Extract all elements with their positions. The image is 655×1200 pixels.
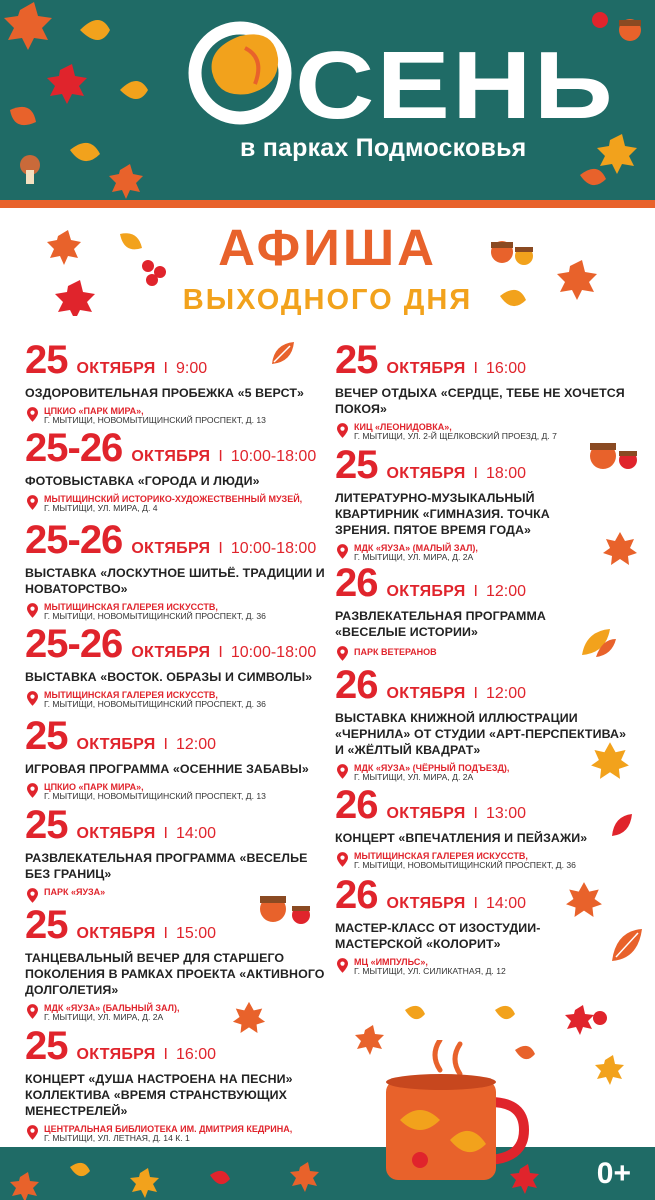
event-address: Г. МЫТИЩИ, НОВОМЫТИЩИНСКИЙ ПРОСПЕКТ, Д. 36 bbox=[44, 698, 266, 709]
maple-leaf-icon bbox=[590, 740, 630, 780]
location-pin-icon bbox=[27, 603, 38, 618]
rowan-leaf-left-icon bbox=[28, 226, 188, 316]
location-pin-icon bbox=[27, 888, 38, 903]
event-separator: I bbox=[218, 644, 223, 661]
event-title: РАЗВЛЕКАТЕЛЬНАЯ ПРОГРАММА «ВЕСЕЛЫЕ ИСТОРИИ» bbox=[335, 609, 546, 639]
event-day: 25 bbox=[25, 1024, 68, 1068]
event-title: ЛИТЕРАТУРНО-МУЗЫКАЛЬНЫЙ КВАРТИРНИК «ГИМНАЗИЯ. ТОЧКА ЗРЕНИЯ. ПЯТОЕ ВРЕМЯ ГОДА» bbox=[335, 491, 550, 537]
event-address: Г. МЫТИЩИ, НОВОМЫТИЩИНСКИЙ ПРОСПЕКТ, Д. 36 bbox=[44, 610, 266, 621]
location-pin-icon bbox=[337, 958, 348, 973]
event-right-5 bbox=[335, 785, 635, 871]
event-month: ОКТЯБРЯ bbox=[131, 540, 211, 557]
acorn-leaf-right-icon bbox=[480, 226, 650, 326]
event-separator: I bbox=[473, 360, 478, 377]
event-place: МДК «ЯУЗА» (ЧЁРНЫЙ ПОДЪЕЗД), bbox=[354, 762, 510, 773]
footer-band bbox=[0, 1147, 655, 1200]
event-day: 25 bbox=[335, 338, 378, 382]
event-address: Г. МЫТИЩИ, УЛ. ЛЕТНАЯ, Д. 14 К. 1 bbox=[44, 1132, 190, 1143]
event-time: 13:00 bbox=[486, 805, 527, 822]
event-title: ВЕЧЕР ОТДЫХА «СЕРДЦЕ, ТЕБЕ НЕ ХОЧЕТСЯ ПОКОЯ» bbox=[335, 386, 625, 416]
event-day: 26 bbox=[335, 561, 378, 605]
event-separator: I bbox=[473, 583, 478, 600]
event-address: Г. МЫТИЩИ, УЛ. СИЛИКАТНАЯ, Д. 12 bbox=[354, 965, 506, 976]
location-pin-icon bbox=[27, 495, 38, 510]
event-title: ВЫСТАВКА «ВОСТОК. ОБРАЗЫ И СИМВОЛЫ» bbox=[25, 670, 313, 684]
event-day: 25 bbox=[25, 803, 68, 847]
event-place: МДК «ЯУЗА» (БАЛЬНЫЙ ЗАЛ), bbox=[44, 1002, 180, 1013]
event-place: МДК «ЯУЗА» (МАЛЫЙ ЗАЛ), bbox=[354, 542, 478, 553]
event-separator: I bbox=[473, 895, 478, 912]
acorn-icon bbox=[255, 885, 315, 930]
event-separator: I bbox=[218, 540, 223, 557]
header-stripe bbox=[0, 200, 655, 208]
event-place: ЦЕНТРАЛЬНАЯ БИБЛИОТЕКА ИМ. ДМИТРИЯ КЕДРИНА, bbox=[44, 1123, 293, 1134]
location-pin-icon bbox=[27, 783, 38, 798]
poster-title: АФИША bbox=[218, 219, 437, 276]
event-address: Г. МЫТИЩИ, НОВОМЫТИЩИНСКИЙ ПРОСПЕКТ, Д. 36 bbox=[354, 859, 576, 870]
age-rating: 0+ bbox=[596, 1157, 631, 1190]
location-pin-icon bbox=[337, 764, 348, 779]
event-left-5 bbox=[25, 716, 325, 802]
event-time: 18:00 bbox=[486, 465, 527, 482]
event-day: 25-26 bbox=[25, 426, 123, 470]
event-month: ОКТЯБРЯ bbox=[76, 1046, 156, 1063]
event-time: 14:00 bbox=[176, 825, 217, 842]
location-pin-icon bbox=[27, 691, 38, 706]
event-month: ОКТЯБРЯ bbox=[131, 644, 211, 661]
event-day: 25 bbox=[25, 338, 68, 382]
event-month: ОКТЯБРЯ bbox=[76, 360, 156, 377]
event-title: КОНЦЕРТ «ВПЕЧАТЛЕНИЯ И ПЕЙЗАЖИ» bbox=[335, 831, 588, 845]
event-time: 16:00 bbox=[486, 360, 527, 377]
event-month: ОКТЯБРЯ bbox=[76, 825, 156, 842]
event-place: МЫТИЩИНСКАЯ ГАЛЕРЕЯ ИСКУССТВ, bbox=[44, 689, 218, 700]
mug-icon bbox=[380, 1040, 530, 1180]
event-day: 26 bbox=[335, 783, 378, 827]
event-address: Г. МЫТИЩИ, УЛ. МИРА, Д. 2А bbox=[354, 551, 474, 562]
event-separator: I bbox=[163, 825, 168, 842]
event-time: 10:00-18:00 bbox=[230, 644, 317, 661]
event-place: КИЦ «ЛЕОНИДОВКА», bbox=[354, 421, 452, 432]
event-time: 15:00 bbox=[176, 925, 217, 942]
event-day: 25-26 bbox=[25, 518, 123, 562]
logo-subtitle: в парках Подмосковья bbox=[240, 134, 527, 162]
event-separator: I bbox=[163, 925, 168, 942]
leaf-icon bbox=[608, 925, 646, 965]
event-day: 25 bbox=[25, 903, 68, 947]
event-place: МЫТИЩИНСКИЙ ИСТОРИКО-ХУДОЖЕСТВЕННЫЙ МУЗЕЙ, bbox=[44, 493, 303, 504]
event-time: 12:00 bbox=[486, 685, 527, 702]
event-separator: I bbox=[163, 360, 168, 377]
event-address: Г. МЫТИЩИ, УЛ. МИРА, Д. 2А bbox=[44, 1011, 164, 1022]
poster-subtitle: ВЫХОДНОГО ДНЯ bbox=[182, 284, 473, 316]
event-day: 26 bbox=[335, 663, 378, 707]
event-place: МЫТИЩИНСКАЯ ГАЛЕРЕЯ ИСКУССТВ, bbox=[44, 601, 218, 612]
event-month: ОКТЯБРЯ bbox=[131, 448, 211, 465]
event-title: РАЗВЛЕКАТЕЛЬНАЯ ПРОГРАММА «ВЕСЕЛЬЕ БЕЗ ГРАНИЦ» bbox=[25, 851, 308, 881]
event-separator: I bbox=[473, 685, 478, 702]
event-title: ВЫСТАВКА КНИЖНОЙ ИЛЛЮСТРАЦИИ «ЧЕРНИЛА» ОТ СТУДИИ «АРТ-ПЕРСПЕКТИВА» И «ЖЁЛТЫЙ КВАДРАТ» bbox=[335, 711, 627, 757]
event-place: МЫТИЩИНСКАЯ ГАЛЕРЕЯ ИСКУССТВ, bbox=[354, 850, 528, 861]
event-day: 25 bbox=[335, 443, 378, 487]
event-time: 9:00 bbox=[176, 360, 208, 377]
event-left-4 bbox=[25, 624, 325, 710]
maple-leaf-icon bbox=[602, 530, 638, 566]
event-left-2 bbox=[25, 428, 325, 514]
event-day: 26 bbox=[335, 873, 378, 917]
acorn-icon bbox=[585, 430, 640, 475]
event-title: ОЗДОРОВИТЕЛЬНАЯ ПРОБЕЖКА «5 ВЕРСТ» bbox=[25, 386, 304, 400]
leaf-icon bbox=[268, 338, 298, 368]
event-month: ОКТЯБРЯ bbox=[386, 360, 466, 377]
event-place: ПАРК ВЕТЕРАНОВ bbox=[354, 646, 437, 657]
leaf-icon bbox=[578, 625, 618, 661]
autumn-leaves-left-decoration bbox=[0, 0, 180, 200]
event-day: 25 bbox=[25, 714, 68, 758]
event-time: 12:00 bbox=[176, 736, 217, 753]
event-month: ОКТЯБРЯ bbox=[386, 465, 466, 482]
event-title: ФОТОВЫСТАВКА «ГОРОДА И ЛЮДИ» bbox=[25, 474, 260, 488]
event-separator: I bbox=[473, 465, 478, 482]
event-month: ОКТЯБРЯ bbox=[386, 583, 466, 600]
maple-leaf-icon bbox=[232, 1000, 266, 1034]
event-title: МАСТЕР-КЛАСС ОТ ИЗОСТУДИИ-МАСТЕРСКОЙ «КОЛОРИТ» bbox=[335, 921, 541, 951]
header-banner bbox=[0, 0, 655, 200]
maple-leaf-icon bbox=[565, 880, 603, 918]
event-address: Г. МЫТИЩИ, УЛ. МИРА, Д. 4 bbox=[44, 502, 158, 513]
event-title: ТАНЦЕВАЛЬНЫЙ ВЕЧЕР ДЛЯ СТАРШЕГО ПОКОЛЕНИЯ В РАМКАХ ПРОЕКТА «АКТИВНОГО ДОЛГОЛЕТИЯ» bbox=[25, 951, 325, 997]
event-day: 25-26 bbox=[25, 622, 123, 666]
event-month: ОКТЯБРЯ bbox=[386, 805, 466, 822]
event-month: ОКТЯБРЯ bbox=[386, 895, 466, 912]
event-time: 10:00-18:00 bbox=[230, 540, 317, 557]
location-pin-icon bbox=[337, 852, 348, 867]
location-pin-icon bbox=[27, 407, 38, 422]
event-title: ИГРОВАЯ ПРОГРАММА «ОСЕННИЕ ЗАБАВЫ» bbox=[25, 762, 309, 776]
event-place: МЦ «ИМПУЛЬС», bbox=[354, 956, 428, 967]
event-place: ЦПКИО «ПАРК МИРА», bbox=[44, 781, 144, 792]
event-separator: I bbox=[473, 805, 478, 822]
location-pin-icon bbox=[27, 1004, 38, 1019]
event-place: ЦПКИО «ПАРК МИРА», bbox=[44, 405, 144, 416]
location-pin-icon bbox=[337, 544, 348, 559]
osen-logo bbox=[185, 18, 625, 128]
event-left-8 bbox=[25, 1026, 325, 1143]
event-month: ОКТЯБРЯ bbox=[76, 925, 156, 942]
event-address: Г. МЫТИЩИ, НОВОМЫТИЩИНСКИЙ ПРОСПЕКТ, Д. 13 bbox=[44, 790, 266, 801]
event-right-1 bbox=[335, 340, 635, 441]
event-time: 14:00 bbox=[486, 895, 527, 912]
event-place: ПАРК «ЯУЗА» bbox=[44, 886, 106, 897]
event-month: ОКТЯБРЯ bbox=[76, 736, 156, 753]
location-pin-icon bbox=[337, 423, 348, 438]
event-separator: I bbox=[163, 1046, 168, 1063]
event-time: 10:00-18:00 bbox=[230, 448, 317, 465]
svg-text:СЕНЬ: СЕНЬ bbox=[295, 32, 615, 128]
leaf-icon bbox=[608, 810, 636, 840]
event-title: КОНЦЕРТ «ДУША НАСТРОЕНА НА ПЕСНИ» КОЛЛЕКТИВА «ВРЕМЯ СТРАНСТВУЮЩИХ МЕНЕСТРЕЛЕЙ» bbox=[25, 1072, 293, 1118]
event-address: Г. МЫТИЩИ, НОВОМЫТИЩИНСКИЙ ПРОСПЕКТ, Д. 13 bbox=[44, 414, 266, 425]
event-address: Г. МЫТИЩИ, УЛ. 2-Й ЩЕЛКОВСКИЙ ПРОЕЗД, Д. 7 bbox=[354, 430, 557, 441]
location-pin-icon bbox=[337, 646, 348, 661]
event-month: ОКТЯБРЯ bbox=[386, 685, 466, 702]
event-separator: I bbox=[163, 736, 168, 753]
event-left-3 bbox=[25, 520, 325, 621]
event-address: Г. МЫТИЩИ, УЛ. МИРА, Д. 2А bbox=[354, 771, 474, 782]
event-separator: I bbox=[218, 448, 223, 465]
event-title: ВЫСТАВКА «ЛОСКУТНОЕ ШИТЬЁ. ТРАДИЦИИ И НОВАТОРСТВО» bbox=[25, 566, 325, 596]
event-time: 16:00 bbox=[176, 1046, 217, 1063]
location-pin-icon bbox=[27, 1125, 38, 1140]
event-time: 12:00 bbox=[486, 583, 527, 600]
